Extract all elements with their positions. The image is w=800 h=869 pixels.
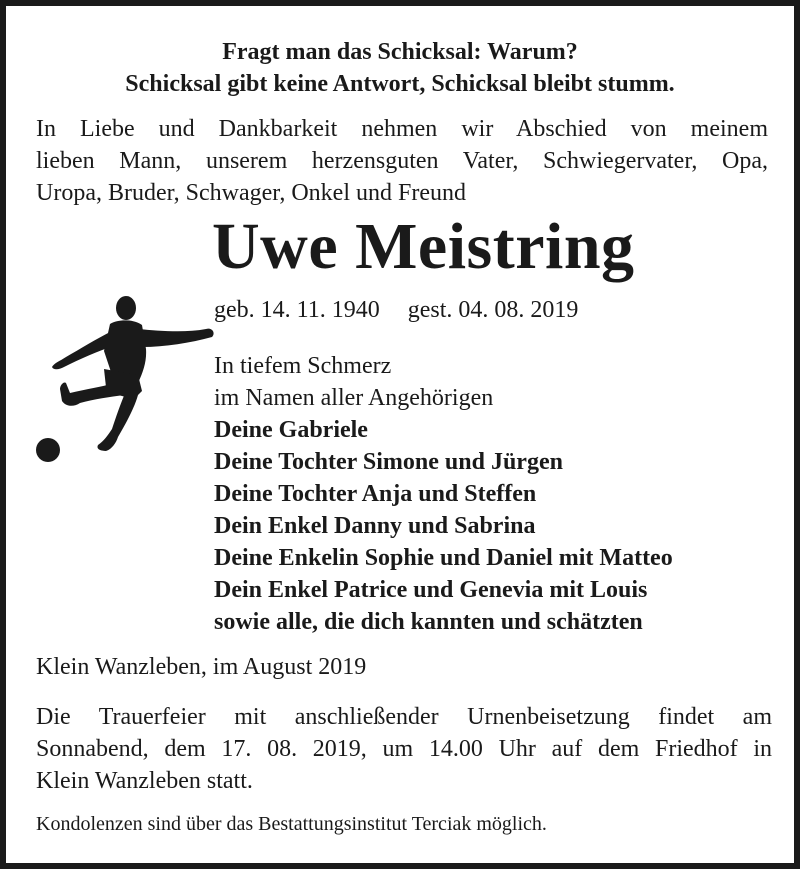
intro-line-1: In Liebe und Dankbarkeit nehmen wir Abschied von meinem — [36, 116, 768, 142]
mourner-name: Deine Tochter Anja und Steffen — [214, 481, 537, 507]
mourner-name: Dein Enkel Patrice und Genevia mit Louis — [214, 577, 648, 603]
motto-line-2: Schicksal gibt keine Antwort, Schicksal bleibt stumm. — [125, 71, 675, 97]
mourner-name: Deine Enkelin Sophie und Daniel mit Matteo — [214, 545, 673, 571]
mourner-name: Deine Gabriele — [214, 417, 368, 443]
mourner-name: sowie alle, die dich kannten und schätzten — [214, 609, 643, 635]
ceremony-line-3: Klein Wanzleben statt. — [36, 768, 253, 794]
condolence-note: Kondolenzen sind über das Bestattungsinstitut Terciak möglich. — [36, 813, 547, 835]
life-dates — [214, 294, 578, 326]
birth-date: geb. 14. 11. 1940 — [214, 297, 380, 323]
intro-line-2: lieben Mann, unserem herzensguten Vater, Schwiegervater, Opa, — [36, 148, 768, 174]
ceremony-text — [36, 701, 772, 797]
mourners-intro-2: im Namen aller Angehörigen — [214, 385, 494, 411]
mourners-intro-1: In tiefem Schmerz — [214, 353, 392, 379]
intro-text — [36, 113, 768, 209]
mourner-name: Deine Tochter Simone und Jürgen — [214, 449, 563, 475]
ceremony-line-2: Sonnabend, dem 17. 08. 2019, um 14.00 Uhr auf dem Friedhof in — [36, 736, 772, 762]
death-date: gest. 04. 08. 2019 — [407, 297, 579, 323]
place-and-date: Klein Wanzleben, im August 2019 — [36, 654, 367, 680]
mourner-name: Dein Enkel Danny und Sabrina — [214, 513, 536, 539]
football-player-silhouette-icon — [30, 291, 225, 471]
mourners-block — [214, 350, 673, 638]
ceremony-line-1: Die Trauerfeier mit anschließender Urnenbeisetzung findet am — [36, 704, 772, 730]
motto-line-1: Fragt man das Schicksal: Warum? — [222, 39, 578, 65]
deceased-name: Uwe Meistring — [212, 210, 635, 283]
intro-line-3: Uropa, Bruder, Schwager, Onkel und Freund — [36, 180, 466, 206]
